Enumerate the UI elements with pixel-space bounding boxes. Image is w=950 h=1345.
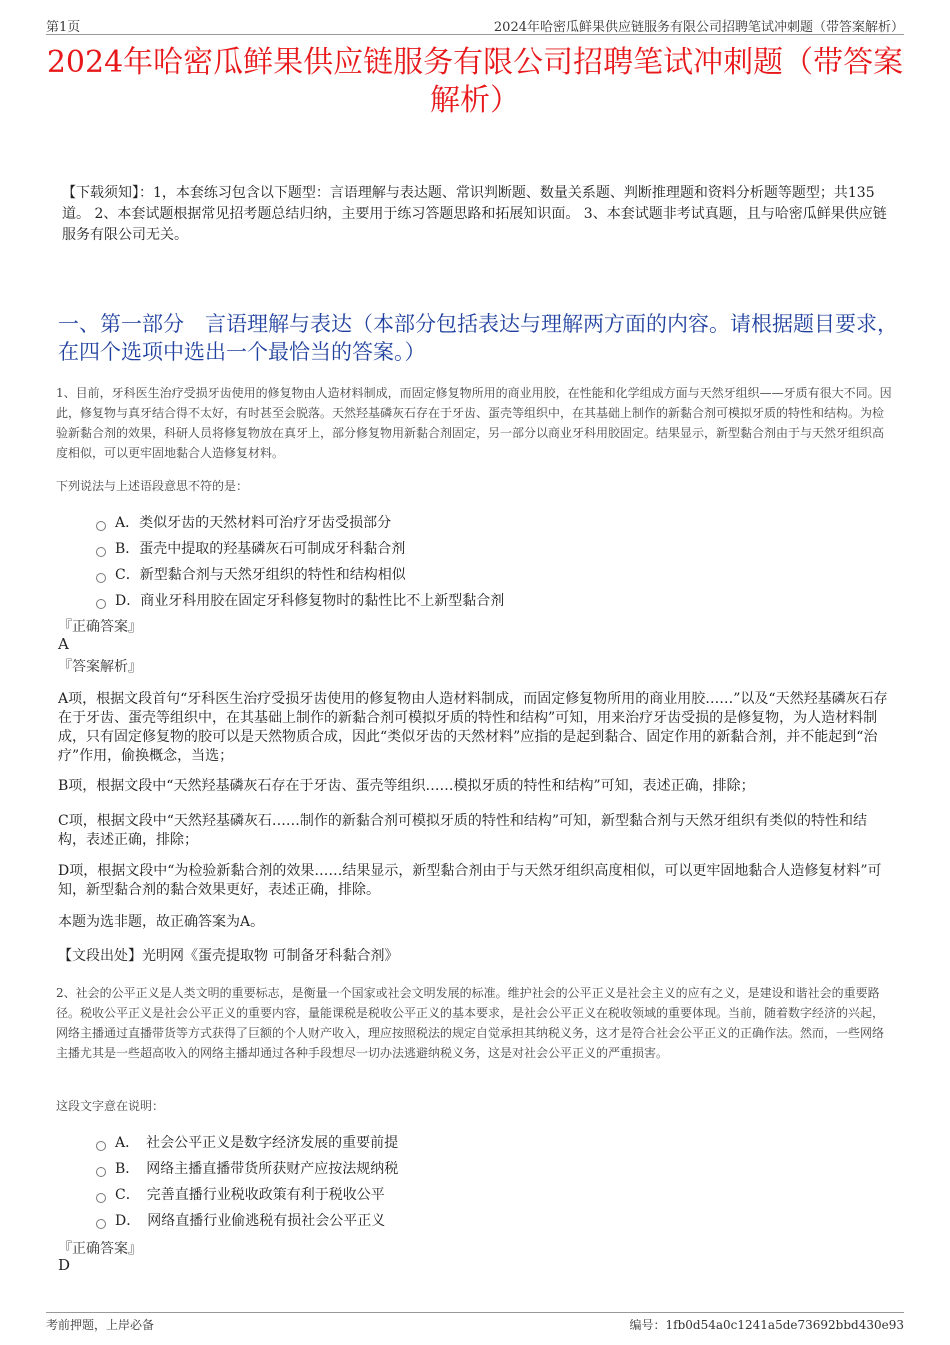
radio-icon[interactable] xyxy=(96,547,106,557)
radio-icon[interactable] xyxy=(96,1167,106,1177)
correct-answer-label: 『正确答案』 xyxy=(58,619,142,635)
analysis-label: 『答案解析』 xyxy=(58,659,142,675)
header-doc-title: 2024年哈密瓜鲜果供应链服务有限公司招聘笔试冲刺题（带答案解析） xyxy=(493,20,904,35)
correct-answer-label: 『正确答案』 xyxy=(58,1241,142,1257)
question-2-text: 2、社会的公平正义是人类文明的重要标志，是衡量一个国家或社会文明发展的标准。维护社会的公平正义是社会主义的应有之义，是建设和谐社会的重要路径。税收公平正义是社会公平正义的重要内容，量能课税是税收公平正义的基本要求，是社会公平正义在税收领域的重要体现。当前，随着数字经济的兴起，网络主播通过直播带货等方式获得了巨额的个人财产收入，理应按照税法的规定自觉承担其纳税义务，这才是符合社会公平正义的正确作法。然而，一些网络主播尤其是一些超高收入的网络主播却通过各种手段想尽一切办法逃避纳税义务，这是对社会公平正义的严重损害。 xyxy=(56,986,885,1060)
footer-serial: 编号：1fb0d54a0c1241a5de73692bbd430e93 xyxy=(629,1318,904,1332)
option-a[interactable]: A． 社会公平正义是数字经济发展的重要前提 xyxy=(96,1132,398,1152)
option-c[interactable]: C．新型黏合剂与天然牙组织的特性和结构相似 xyxy=(96,564,406,584)
radio-icon[interactable] xyxy=(96,1141,106,1151)
download-notice: 【下载须知】：1，本套练习包含以下题型：言语理解与表达题、常识判断题、数量关系题、判断推理题和资料分析题等题型；共135道。 2、本套试题根据常见招考题总结归纳，主要用于练习答题思路和拓展知识面。 3、本套试题非考试真题，且与哈密瓜鲜果供应链服务有限公司无关。 xyxy=(62,185,887,243)
option-b[interactable]: B． 网络主播直播带货所获财产应按法规纳税 xyxy=(96,1158,398,1178)
analysis-conclusion: 本题为选非题，故正确答案为A。 xyxy=(58,914,265,930)
option-d[interactable]: D． 网络直播行业偷逃税有损社会公平正义 xyxy=(96,1210,385,1230)
question-1-prompt: 下列说法与上述语段意思不符的是： xyxy=(56,479,249,493)
footer-slogan: 考前押题，上岸必备 xyxy=(46,1318,155,1332)
document-title: 2024年哈密瓜鲜果供应链服务有限公司招聘笔试冲刺题（带答案解析） xyxy=(46,45,904,118)
analysis-a: A项，根据文段首句“牙科医生治疗受损牙齿使用的修复物由人造材料制成，而固定修复物所用的商业用胶……”以及“天然羟基磷灰石存在于牙齿、蛋壳等组织中，在其基础上制作的新黏合剂可模拟牙质的特性和结构”可知，用来治疗牙齿受损的是修复物，为人造材料制成，只有固定修复物的胶可以是天然物质合成，因此“类似牙齿的天然材料”应指的是起到黏合、固定作用的新黏合剂，并不能起到“治疗”作用，偷换概念，当选； xyxy=(58,691,888,764)
analysis-c: C项，根据文段中“天然羟基磷灰石……制作的新黏合剂可模拟牙质的特性和结构”可知，新型黏合剂与天然牙组织有类似的特性和结构，表述正确，排除； xyxy=(58,813,868,848)
question-2-prompt: 这段文字意在说明： xyxy=(56,1099,165,1113)
page-number: 第1页 xyxy=(46,20,81,35)
correct-answer-value: D xyxy=(58,1256,71,1274)
question-1-text: 1、目前，牙科医生治疗受损牙齿使用的修复物由人造材料制成，而固定修复物所用的商业用胶，在性能和化学组成方面与天然牙组织——牙质有很大不同。因此，修复物与真牙结合得不太好，有时甚至会脱落。天然羟基磷灰石存在于牙齿、蛋壳等组织中，在其基础上制作的新黏合剂可模拟牙质的特性和结构。为检验新黏合剂的效果，科研人员将修复物放在真牙上，部分修复物用新黏合剂固定，另一部分以商业牙科用胶固定。结果显示，新型黏合剂由于与天然牙组织高度相似，可以更牢固地黏合人造修复材料。 xyxy=(56,386,892,460)
option-a[interactable]: A．类似牙齿的天然材料可治疗牙齿受损部分 xyxy=(96,512,391,532)
section-heading: 一、第一部分 言语理解与表达（本部分包括表达与理解两方面的内容。请根据题目要求，在四个选项中选出一个最恰当的答案。） xyxy=(58,312,898,364)
analysis-b: B项，根据文段中“天然羟基磷灰石存在于牙齿、蛋壳等组织……模拟牙质的特性和结构”可知，表述正确，排除； xyxy=(58,778,755,794)
option-c[interactable]: C． 完善直播行业税收政策有利于税收公平 xyxy=(96,1184,385,1204)
page-header xyxy=(46,14,904,35)
radio-icon[interactable] xyxy=(96,599,106,609)
radio-icon[interactable] xyxy=(96,1193,106,1203)
option-d[interactable]: D．商业牙科用胶在固定牙科修复物时的黏性比不上新型黏合剂 xyxy=(96,590,504,610)
correct-answer-value: A xyxy=(58,635,69,653)
analysis-d: D项，根据文段中“为检验新黏合剂的效果……结果显示，新型黏合剂由于与天然牙组织高度相似，可以更牢固地黏合人造修复材料”可知，新型黏合剂的黏合效果更好，表述正确，排除。 xyxy=(58,863,882,898)
text-source: 【文段出处】光明网《蛋壳提取物 可制备牙科黏合剂》 xyxy=(58,948,399,964)
page-footer xyxy=(46,1312,904,1333)
radio-icon[interactable] xyxy=(96,573,106,583)
option-b[interactable]: B．蛋壳中提取的羟基磷灰石可制成牙科黏合剂 xyxy=(96,538,405,558)
radio-icon[interactable] xyxy=(96,1219,106,1229)
radio-icon[interactable] xyxy=(96,521,106,531)
